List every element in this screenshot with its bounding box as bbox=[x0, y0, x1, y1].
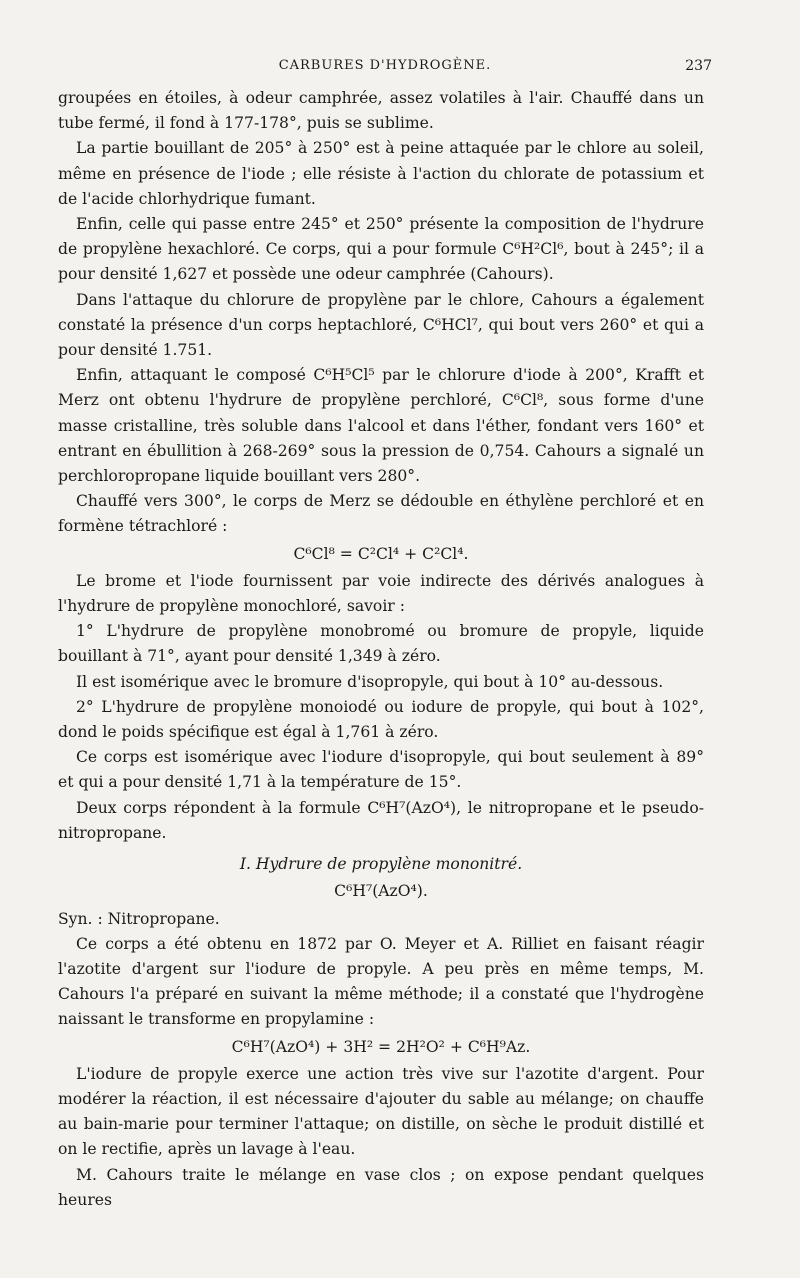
page-body bbox=[58, 86, 704, 1213]
page-header bbox=[58, 58, 712, 82]
paragraph: Dans l'attaque du chlorure de propylène par le chlore, Cahours a également constaté la présence d'un corps heptachloré, C⁶HCl⁷, qui bout vers 260° et qui a pour densité 1.751. bbox=[58, 290, 704, 360]
paragraph: Enfin, attaquant le composé C⁶H⁵Cl⁵ par le chlorure d'iode à 200°, Krafft et Merz ont obtenu l'hydrure de propylène perchloré, C⁶Cl⁸, sous forme d'une masse cristalline, très soluble dans l'alcool et dans l'éther, fondant vers 160° et entrant en ébullition à 268-269° sous la pression de 0,754. Cahours a signalé un perchloropropane liquide bouillant vers 280°. bbox=[58, 366, 704, 486]
running-title: CARBURES D'HYDROGÈNE. bbox=[278, 58, 492, 73]
paragraph: L'iodure de propyle exerce une action très vive sur l'azotite d'argent. Pour modérer la réaction, il est nécessaire d'ajouter du sable au mélange; on chauffe au bain-marie pour terminer l'attaque; on distille, on sèche le produit distillé et on le rectifie, après un lavage à l'eau. bbox=[58, 1064, 704, 1159]
paragraph: Enfin, celle qui passe entre 245° et 250° présente la composition de l'hydrure de propylène hexachloré. Ce corps, qui a pour formule C⁶H²Cl⁶, bout à 245°; il a pour densité 1,627 et possède une odeur camphrée (Cahours). bbox=[58, 215, 704, 284]
paragraph: Le brome et l'iode fournissent par voie indirecte des dérivés analogues à l'hydrure de propylène monochloré, savoir : bbox=[58, 571, 704, 616]
formula: C⁶H⁷(AzO⁴). bbox=[334, 882, 428, 901]
synonym-line: Syn. : Nitropropane. bbox=[58, 909, 220, 928]
paragraph: Chauffé vers 300°, le corps de Merz se dédouble en éthylène perchloré et en formène tétrachloré : bbox=[58, 492, 704, 536]
paragraph: Il est isomérique avec le bromure d'isopropyle, qui bout à 10° au-dessous. bbox=[76, 672, 664, 691]
paragraph: M. Cahours traite le mélange en vase clos ; on expose pendant quelques heures bbox=[58, 1165, 704, 1209]
paragraph: 2° L'hydrure de propylène monoiodé ou iodure de propyle, qui bout à 102°, dond le poids spécifique est égal à 1,761 à zéro. bbox=[58, 697, 704, 742]
section-heading: I. Hydrure de propylène mononitré. bbox=[239, 855, 523, 874]
paragraph: Deux corps répondent à la formule C⁶H⁷(AzO⁴), le nitropropane et le pseudo-nitropropane. bbox=[58, 798, 704, 842]
formula: C⁶Cl⁸ = C²Cl⁴ + C²Cl⁴. bbox=[293, 544, 469, 563]
paragraph: Ce corps est isomérique avec l'iodure d'isopropyle, qui bout seulement à 89° et qui a pour densité 1,71 à la température de 15°. bbox=[58, 748, 704, 792]
paragraph: La partie bouillant de 205° à 250° est à peine attaquée par le chlore au soleil, même en présence de l'iode ; elle résiste à l'action du chlorate de potassium et de l'acide chlorhydrique fumant. bbox=[58, 139, 704, 208]
formula: C⁶H⁷(AzO⁴) + 3H² = 2H²O² + C⁶H⁹Az. bbox=[231, 1037, 531, 1056]
paragraph: 1° L'hydrure de propylène monobromé ou bromure de propyle, liquide bouillant à 71°, ayant pour densité 1,349 à zéro. bbox=[58, 622, 704, 666]
page-number: 237 bbox=[685, 58, 712, 74]
paragraph: groupées en étoiles, à odeur camphrée, assez volatiles à l'air. Chauffé dans un tube fermé, il fond à 177-178°, puis se sublime. bbox=[58, 89, 704, 133]
paragraph: Ce corps a été obtenu en 1872 par O. Meyer et A. Rilliet en faisant réagir l'azotite d'argent sur l'iodure de propyle. A peu près en même temps, M. Cahours l'a préparé en suivant la même méthode; il a constaté que l'hydrogène naissant le transforme en propylamine : bbox=[58, 934, 704, 1029]
